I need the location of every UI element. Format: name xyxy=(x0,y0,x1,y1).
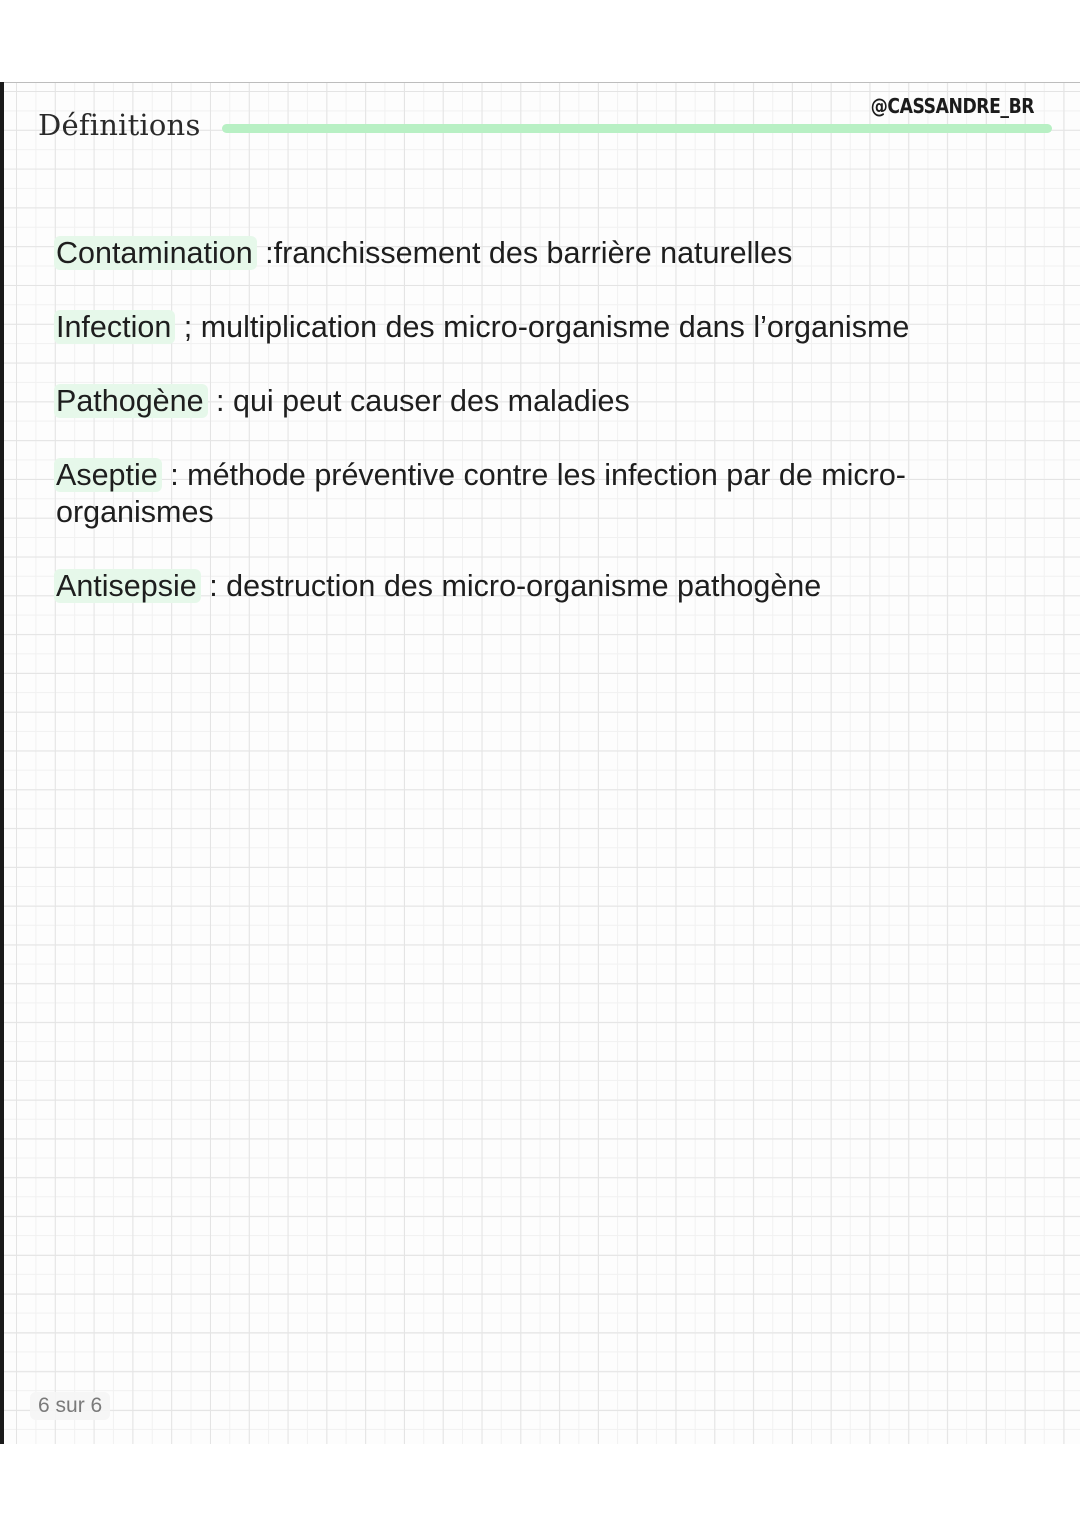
definition-separator: : xyxy=(161,458,188,492)
definition-separator: ; xyxy=(175,310,201,344)
definition-term: Contamination xyxy=(54,236,257,270)
definition-text: qui peut causer des maladies xyxy=(232,384,630,418)
definition-text: franchissement des barrière naturelles xyxy=(273,236,793,270)
definition-term: Antisepsie xyxy=(54,569,201,603)
definition-item xyxy=(56,457,956,531)
definition-item xyxy=(56,235,956,272)
page-counter: 6 sur 6 xyxy=(30,1392,110,1420)
definitions-list xyxy=(56,235,956,642)
author-watermark: @CASSANDRE_BR xyxy=(870,94,1034,118)
definition-item xyxy=(56,568,956,605)
definition-item xyxy=(56,309,956,346)
definition-term: Aseptie xyxy=(54,458,162,492)
definition-item xyxy=(56,383,956,420)
definition-text: multiplication des micro-organisme dans l’organisme xyxy=(200,310,910,344)
definition-text: méthode préventive contre les infection par de micro-organismes xyxy=(56,458,906,529)
definition-separator: : xyxy=(200,569,227,603)
title-underline xyxy=(222,124,1052,133)
definition-separator: : xyxy=(207,384,233,418)
definition-text: destruction des micro-organisme pathogène xyxy=(226,569,822,603)
definition-term: Infection xyxy=(54,310,175,344)
page-left-edge xyxy=(0,82,4,1444)
definition-term: Pathogène xyxy=(54,384,208,418)
definition-separator: : xyxy=(256,236,274,270)
page-title: Définitions xyxy=(38,108,201,142)
